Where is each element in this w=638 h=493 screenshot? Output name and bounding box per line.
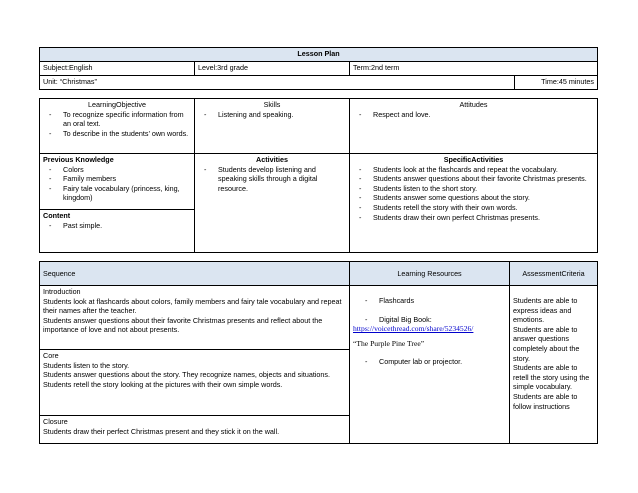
closure-line: Students draw their perfect Christmas present and they stick it on the wall.: [43, 426, 280, 436]
time-cell: Time:45 minutes: [515, 76, 598, 90]
previous-title: Previous Knowledge: [43, 155, 114, 164]
term-cell: Term:2nd term: [350, 62, 598, 76]
resources-header: Learning Resources: [350, 262, 510, 286]
header-table: [39, 47, 598, 90]
attitudes-cell: [350, 99, 598, 154]
resources-cell: [350, 286, 510, 444]
attitude-item: - Respect and love.: [359, 110, 594, 120]
core-line: Students answer questions about the story. They recognize names, objects and situations.: [43, 370, 331, 380]
introduction-line: Students answer questions about their favorite Christmas presents and reflect about the importance of love and not about presents.: [43, 315, 323, 335]
closure-cell: [40, 416, 350, 444]
previous-item: - Fairy tale vocabulary (princess, king, kingdom): [49, 184, 191, 203]
core-title: Core: [43, 351, 59, 360]
skill-item: - Listening and speaking.: [204, 110, 346, 120]
core-cell: [40, 350, 350, 416]
objectives-table: [39, 98, 598, 253]
objectives-cell: [40, 99, 195, 154]
unit-cell: Unit: “Christmas”: [40, 76, 515, 90]
assessment-line: Students are able to answer questions completely about the story.: [513, 324, 580, 363]
closure-title: Closure: [43, 417, 68, 426]
core-line: Students retell the story looking at the pictures with their own simple words.: [43, 379, 283, 389]
resource-item: - Computer lab or projector.: [365, 357, 506, 367]
assessment-line: Students are able to follow instructions: [513, 391, 578, 411]
objectives-title: LearningObjective: [88, 100, 146, 109]
previous-item: - Family members: [49, 174, 191, 184]
skills-title: Skills: [263, 100, 281, 109]
activities-cell: [195, 154, 350, 253]
introduction-title: Introduction: [43, 287, 81, 296]
resource-item: - Flashcards: [365, 296, 506, 306]
assessment-header: AssessmentCriteria: [510, 262, 598, 286]
sequence-table: [39, 261, 598, 444]
specific-item: - Students draw their own perfect Christmas presents.: [359, 213, 594, 223]
specific-item: - Students look at the flashcards and repeat the vocabulary.: [359, 165, 594, 175]
lesson-plan-page: [39, 47, 597, 444]
specific-item: - Students answer questions about their favorite Christmas presents.: [359, 174, 594, 184]
sequence-header: Sequence: [40, 262, 350, 286]
subject-cell: Subject:English: [40, 62, 195, 76]
specific-title: SpecificActivities: [443, 155, 504, 164]
specific-item: - Students answer some questions about the story.: [359, 193, 594, 203]
level-cell: Level:3rd grade: [195, 62, 350, 76]
content-cell: [40, 210, 195, 253]
attitudes-title: Attitudes: [459, 100, 488, 109]
core-line: Students listen to the story.: [43, 360, 130, 370]
assessment-line: Students are able to express ideas and emotions.: [513, 296, 578, 325]
digital-book-link[interactable]: https://voicethread.com/share/5234526/: [353, 324, 474, 334]
objective-item: - To describe in the students’ own words.: [49, 129, 191, 139]
previous-item: - Colors: [49, 165, 191, 175]
specific-item: - Students listen to the short story.: [359, 184, 594, 194]
activities-title: Activities: [256, 155, 288, 164]
assessment-line: Students are able to retell the story using the simple vocabulary.: [513, 363, 590, 392]
content-item: - Past simple.: [49, 221, 191, 231]
specific-activities-cell: [350, 154, 598, 253]
page-title: Lesson Plan: [40, 48, 598, 62]
introduction-cell: [40, 286, 350, 350]
content-title: Content: [43, 211, 71, 220]
skills-cell: [195, 99, 350, 154]
introduction-line: Students look at flashcards about colors, family members and fairy tale vocabulary and repeat their names after the teacher.: [43, 296, 342, 316]
objective-item: - To recognize specific information from an oral text.: [49, 110, 191, 129]
specific-item: - Students retell the story with their own words.: [359, 203, 594, 213]
resource-item: - Digital Big Book:: [365, 315, 506, 325]
book-title: “The Purple Pine Tree”: [353, 338, 425, 348]
previous-knowledge-cell: [40, 154, 195, 210]
assessment-cell: [510, 286, 598, 444]
activity-item: - Students develop listening and speaking skills through a digital resource.: [204, 165, 346, 194]
